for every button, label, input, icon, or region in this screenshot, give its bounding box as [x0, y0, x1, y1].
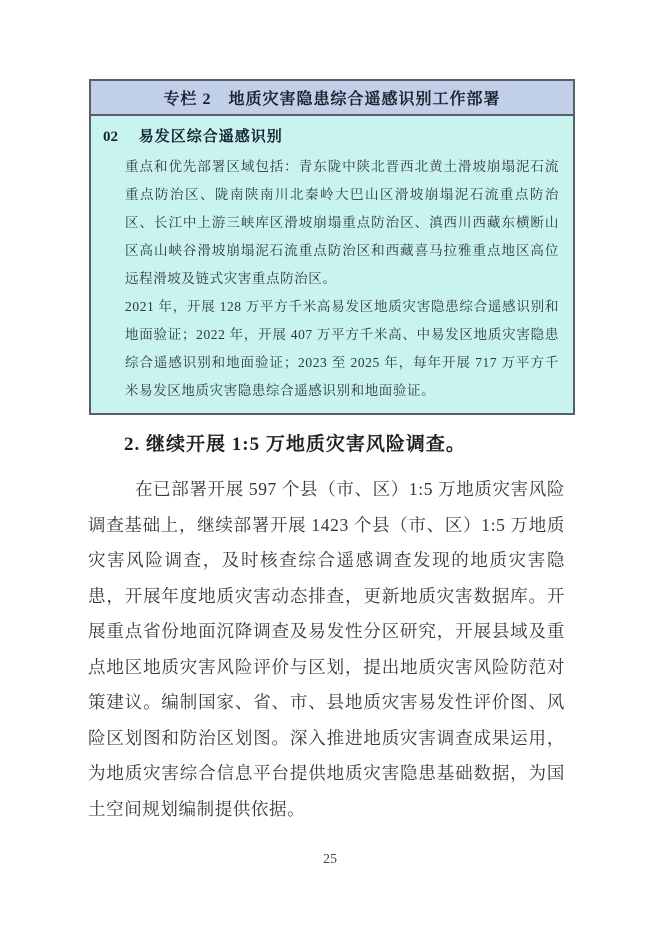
- section-paragraph: 在已部署开展 597 个县（市、区）1:5 万地质灾害风险调查基础上，继续部署开展 1423 个县（市、区）1:5 万地质灾害风险调查，及时核查综合遥感调查发现的地质灾害隐患，开展年度地质灾害动态排查，更新地质灾害数据库。开展重点省份地面沉降调查及易发性分区研究，开展县域及重点地区地质灾害风险评价与区划，提出地质灾害风险防范对策建议。编制国家、省、市、县地质灾害易发性评价图、风险区划图和防治区划图。深入推进地质灾害调查成果运用，为地质灾害综合信息平台提供地质灾害隐患基础数据，为国土空间规划编制提供依据。: [88, 479, 565, 819]
- panel-body: [91, 116, 573, 413]
- panel-item-title: 易发区综合遥感识别: [138, 129, 283, 145]
- panel-paragraph-schedule: 2021 年，开展 128 万平方千米高易发区地质灾害隐患综合遥感识别和地面验证；2022 年，开展 407 万平方千米高、中易发区地质灾害隐患综合遥感识别和地面验证；2023 至 2025 年，每年开展 717 万平方千米易发区地质灾害隐患综合遥感识别和地面验证。: [125, 299, 559, 398]
- panel-title: 专栏 2 地质灾害隐患综合遥感识别工作部署: [91, 81, 573, 116]
- panel-item-heading: [103, 125, 561, 146]
- section-heading: 2. 继续开展 1:5 万地质灾害风险调查。: [124, 434, 466, 455]
- column-panel: [89, 79, 575, 415]
- page-number: 25: [323, 852, 337, 867]
- panel-paragraph-regions: 重点和优先部署区域包括：青东陇中陕北晋西北黄土滑坡崩塌泥石流重点防治区、陇南陕南川北秦岭大巴山区滑坡崩塌泥石流重点防治区、长江中上游三峡库区滑坡崩塌重点防治区、滇西川西藏东横断山区高山峡谷滑坡崩塌泥石流重点防治区和西藏喜马拉雅重点地区高位远程滑坡及链式灾害重点防治区。: [125, 159, 559, 286]
- panel-item-number: 02: [103, 129, 118, 145]
- body-section: [88, 429, 565, 827]
